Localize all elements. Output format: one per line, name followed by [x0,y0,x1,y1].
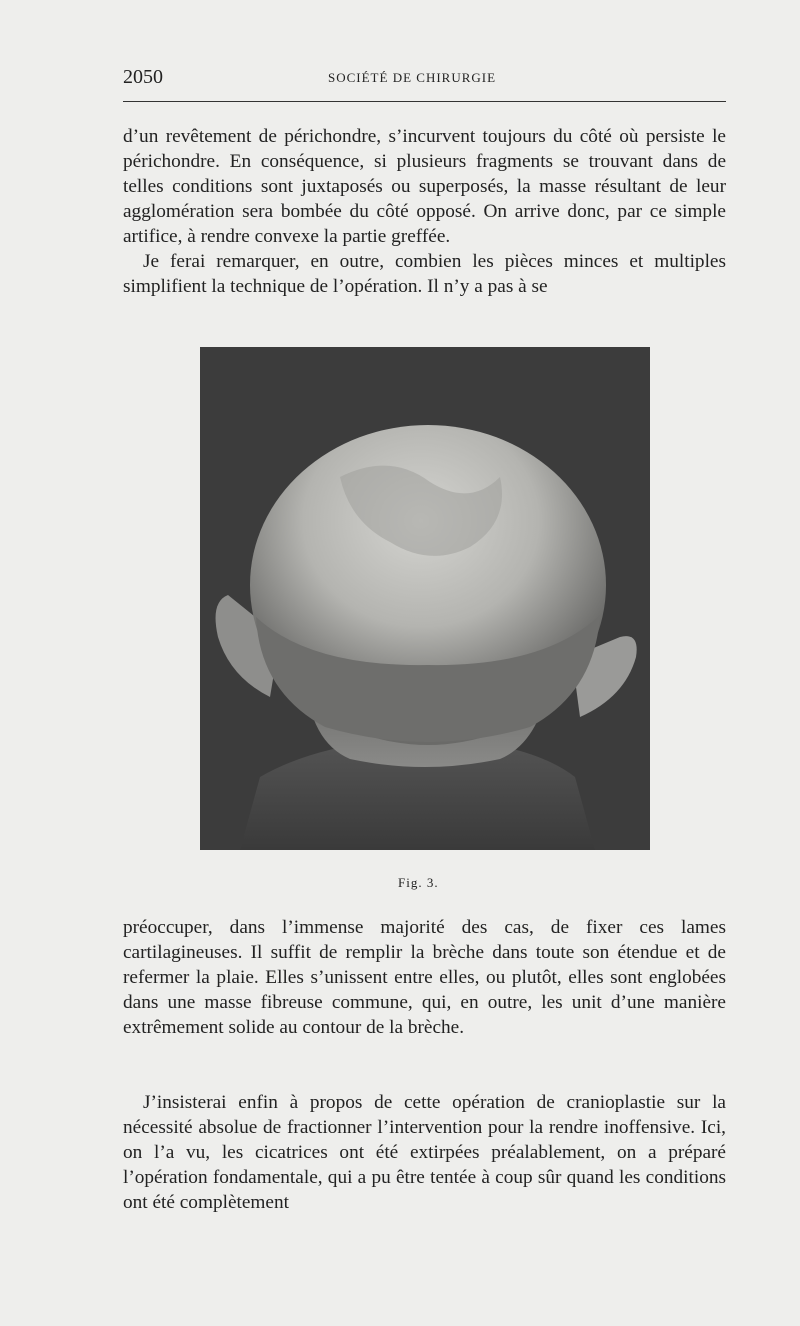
head-photo-illustration [200,347,650,850]
figure-caption: Fig. 3. [398,875,439,890]
header-rule [123,101,726,102]
text-block-middle [123,915,726,1040]
paragraph: d’un revêtement de périchondre, s’incurvent toujours du côté où persiste le périchondre. En conséquence, si plusieurs fragments se trouvant dans de telles conditions sont juxtaposés ou superposés, la masse résultant de leur agglomération sera bombée du côté opposé. On arrive donc, par ce simple artifice, à rendre convexe la partie greffée. [123,126,726,247]
running-head: SOCIÉTÉ DE CHIRURGIE [328,70,497,85]
text-block-top [123,124,726,299]
page-header [123,66,726,90]
page-number: 2050 [123,66,163,88]
figure-photograph [200,347,650,850]
paragraph: J’insisterai enfin à propos de cette opération de cranioplastie sur la nécessité absolue de fractionner l’intervention pour la rendre inoffensive. Ici, on l’a vu, les cicatrices ont été extirpées préalablement, on a préparé l’opération fondamentale, qui a pu être tentée à coup sûr quand les conditions ont été complètement [123,1092,726,1213]
paragraph: préoccuper, dans l’immense majorité des cas, de fixer ces lames cartilagineuses. Il suffit de remplir la brèche dans toute son étendue et de refermer la plaie. Elles s’unissent entre elles, ou plutôt, elles sont englobées dans une masse fibreuse commune, qui, en outre, les unit d’une manière extrêmement solide au contour de la brèche. [123,917,726,1038]
text-block-bottom [123,1090,726,1215]
paragraph: Je ferai remarquer, en outre, combien les pièces minces et multiples simplifient la technique de l’opération. Il n’y a pas à se [123,251,726,297]
